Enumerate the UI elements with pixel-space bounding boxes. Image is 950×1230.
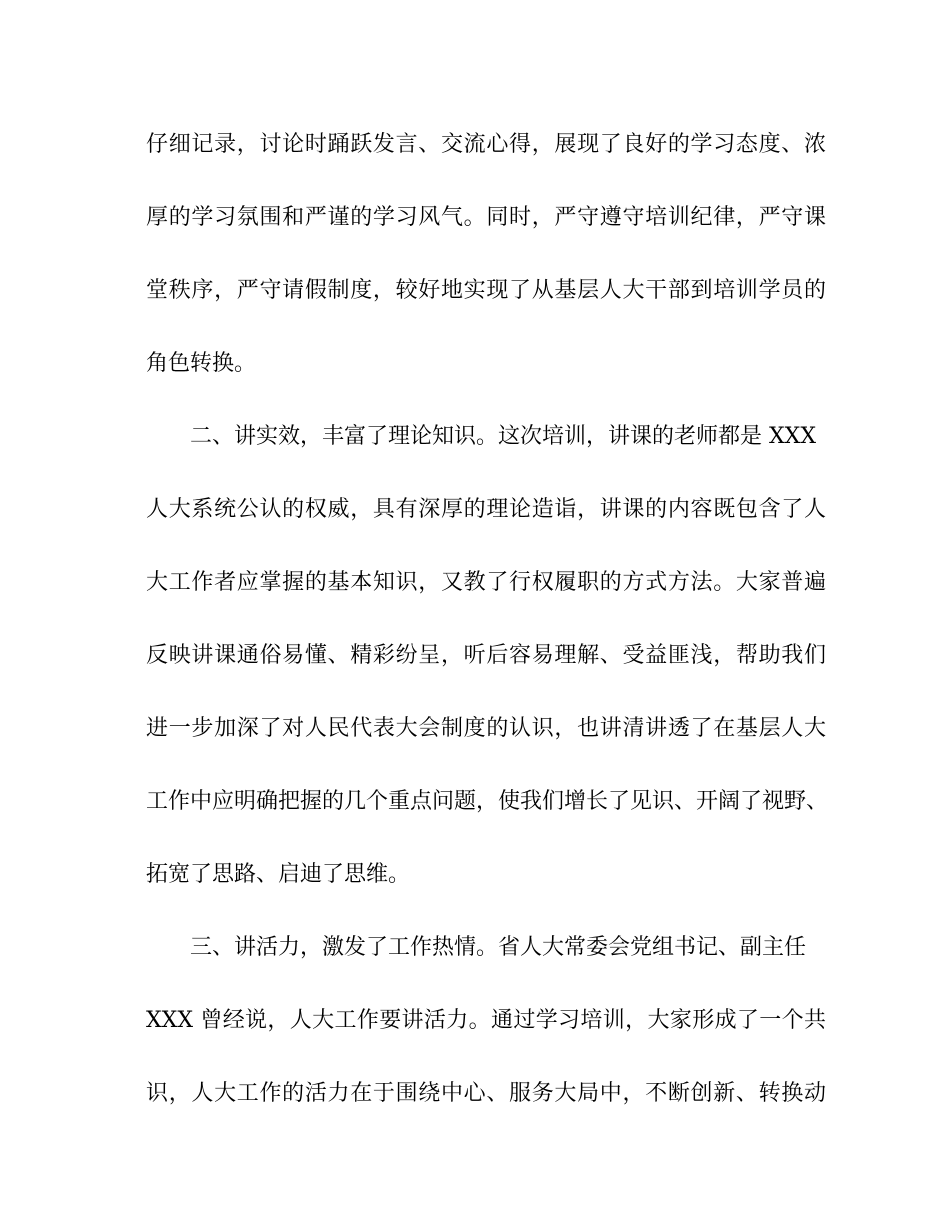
paragraph-line: 人大系统公认的权威，具有深厚的理论造诣，讲课的内容既包含了人 (146, 497, 826, 522)
section-heading-line: 二、讲实效，丰富了理论知识。这次培训，讲课的老师都是 XXX (190, 424, 816, 449)
paragraph-line: 工作中应明确把握的几个重点问题，使我们增长了见识、开阔了视野、 (146, 789, 829, 814)
paragraph-line: XXX 曾经说，人大工作要讲活力。通过学习培训，大家形成了一个共 (146, 1008, 826, 1033)
paragraph-line: 仔细记录，讨论时踊跃发言、交流心得，展现了良好的学习态度、浓 (146, 132, 826, 157)
section-heading-line: 三、讲活力，激发了工作热情。省人大常委会党组书记、副主任 (190, 935, 807, 960)
paragraph-line: 识，人大工作的活力在于围绕中心、服务大局中，不断创新、转换动 (146, 1081, 826, 1106)
paragraph-line: 堂秩序，严守请假制度，较好地实现了从基层人大干部到培训学员的 (146, 278, 826, 303)
paragraph-line: 角色转换。 (146, 351, 257, 376)
paragraph-line: 反映讲课通俗易懂、精彩纷呈，听后容易理解、受益匪浅，帮助我们 (146, 643, 826, 668)
paragraph-line: 进一步加深了对人民代表大会制度的认识，也讲清讲透了在基层人大 (146, 716, 826, 741)
paragraph-line: 拓宽了思路、启迪了思维。 (146, 862, 411, 887)
paragraph-line: 大工作者应掌握的基本知识，又教了行权履职的方式方法。大家普遍 (146, 570, 826, 595)
paragraph-line: 厚的学习氛围和严谨的学习风气。同时，严守遵守培训纪律，严守课 (146, 205, 826, 230)
